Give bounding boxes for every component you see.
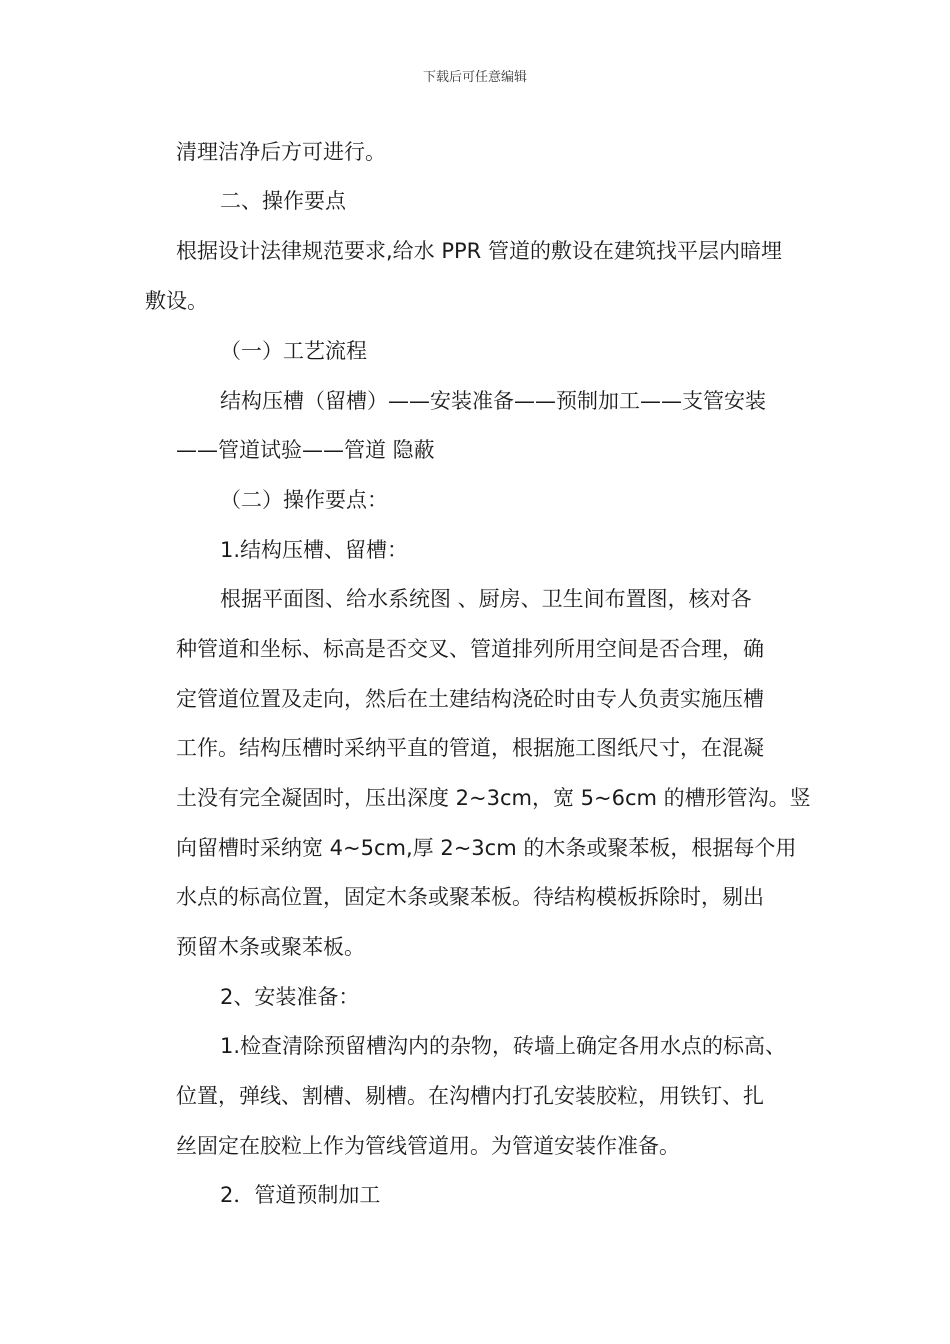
body-line: 丝固定在胶粒上作为管线管道用。为管道安装作准备。	[176, 1134, 680, 1158]
body-line: 定管道位置及走向，然后在土建结构浇砼时由专人负责实施压槽	[176, 687, 764, 711]
body-line: 向留槽时采纳宽 4~5cm,厚 2~3cm 的木条或聚苯板，根据每个用	[176, 836, 797, 860]
body-line: 位置，弹线、割槽、剔槽。在沟槽内打孔安装胶粒，用铁钉、扎	[176, 1084, 764, 1108]
body-line: 土没有完全凝固时，压出深度 2~3cm，宽 5~6cm 的槽形管沟。竖	[176, 786, 811, 810]
subsection-heading: （一）工艺流程	[220, 339, 367, 363]
body-line: 水点的标高位置，固定木条或聚苯板。待结构模板拆除时，剔出	[176, 885, 764, 909]
section-heading: 二、操作要点	[220, 189, 346, 213]
body-line: 清理洁净后方可进行。	[176, 140, 386, 164]
body-line: 工作。结构压槽时采纳平直的管道，根据施工图纸尺寸，在混凝	[176, 736, 764, 760]
page-header: 下载后可任意编辑	[422, 70, 527, 85]
body-line: 种管道和坐标、标高是否交叉、管道排列所用空间是否合理，确	[176, 637, 764, 661]
body-line: ——管道试验——管道 隐蔽	[176, 438, 435, 462]
item-heading: 2．管道预制加工	[220, 1183, 381, 1207]
body-line: 根据平面图、给水系统图 、厨房、卫生间布置图，核对各	[220, 587, 752, 611]
body-line: 结构压槽（留槽）——安装准备——预制加工——支管安装	[220, 389, 766, 413]
body-line: 1.检查清除预留槽沟内的杂物，砖墙上确定各用水点的标高、	[220, 1034, 787, 1058]
body-line: 敷设。	[145, 289, 208, 313]
body-line: 根据设计法律规范要求,给水 PPR 管道的敷设在建筑找平层内暗埋	[176, 239, 782, 263]
item-heading: 1.结构压槽、留槽：	[220, 538, 409, 562]
item-heading: 2、安装准备：	[220, 985, 360, 1009]
subsection-heading: （二）操作要点：	[220, 488, 388, 512]
body-line: 预留木条或聚苯板。	[176, 935, 365, 959]
